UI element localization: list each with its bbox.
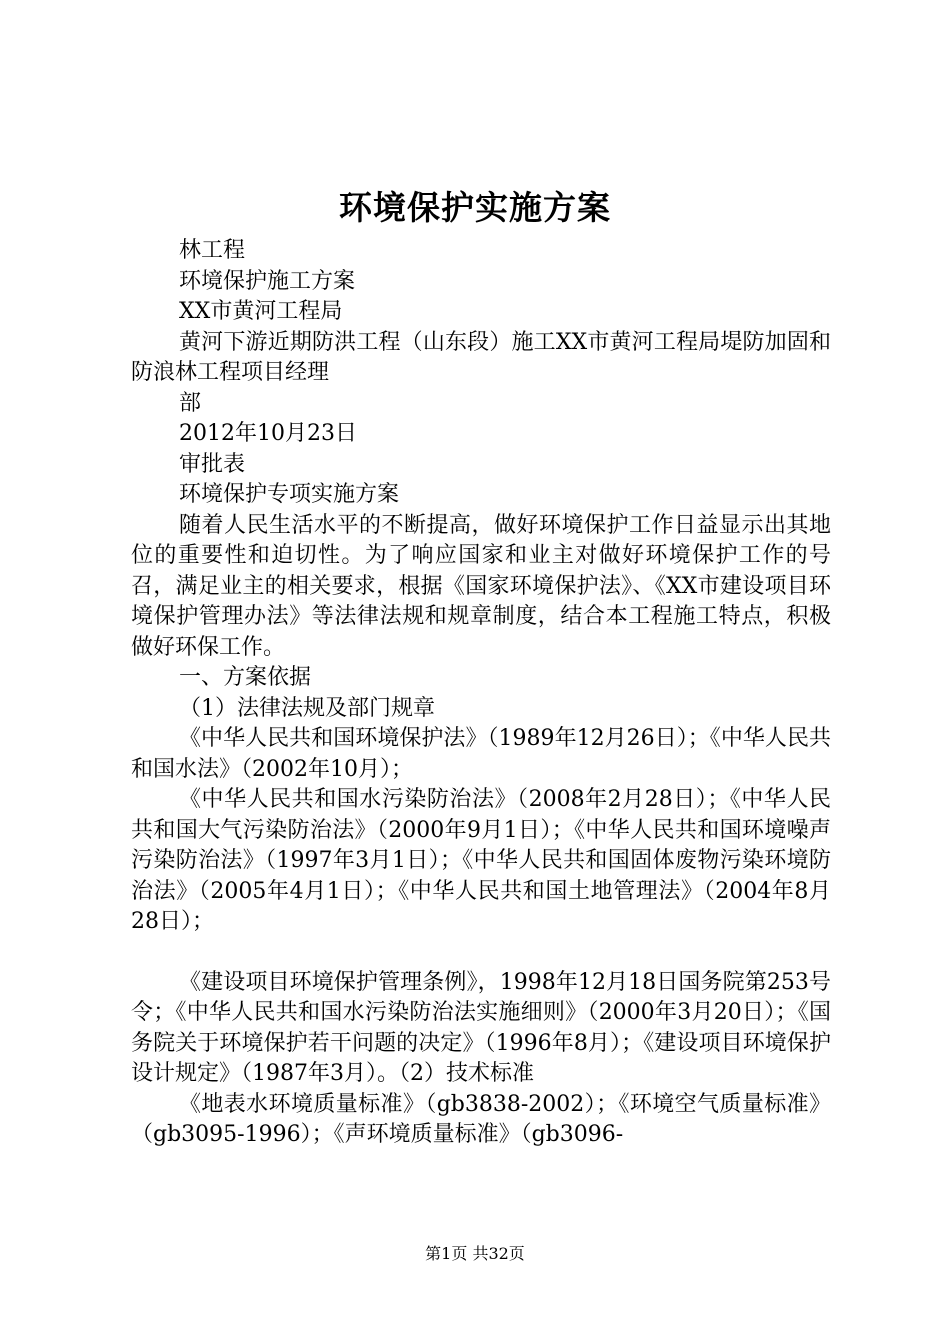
paragraph: 《地表水环境质量标准》（gb3838-2002）；《环境空气质量标准》（gb3095-1996）；《声环境质量标准》（gb3096- (131, 1091, 831, 1147)
paragraph: 黄河下游近期防洪工程（山东段）施工XX市黄河工程局堤防加固和防浪林工程项目经理 (131, 329, 831, 385)
paragraph: 环境保护专项实施方案 (179, 482, 400, 507)
paragraph: 《中华人民共和国环境保护法》（1989年12月26日）；《中华人民共和国水法》（2002年10月）； (131, 726, 831, 782)
paragraph: 2012年10月23日 (179, 421, 357, 446)
section-heading: 一、方案依据 (179, 665, 312, 690)
document-body (131, 236, 831, 1151)
paragraph: 环境保护施工方案 (179, 268, 356, 294)
paragraph: 随着人民生活水平的不断提高，做好环境保护工作日益显示出其地位的重要性和迫切性。为了响应国家和业主对做好环境保护工作的号召，满足业主的相关要求，根据《国家环境保护法》、《XX市建设项目环境保护管理办法》等法律法规和规章制度，结合本工程施工特点，积极做好环保工作。 (131, 512, 831, 660)
paragraph: 审批表 (179, 451, 246, 477)
subsection-heading: （1）法律法规及部门规章 (179, 695, 435, 721)
paragraph: 《建设项目环境保护管理条例》，1998年12月18日国务院第253号令；《中华人民共和国水污染防治法实施细则》（2000年3月20日）；《国务院关于环境保护若干问题的决定》（1996年8月）；《建设项目环境保护设计规定》（1987年3月）。（2）技术标准 (131, 969, 831, 1086)
paragraph: XX市黄河工程局 (179, 299, 343, 324)
document-title: 环境保护实施方案 (339, 188, 611, 227)
paragraph: 部 (179, 390, 202, 416)
paragraph: 林工程 (179, 238, 246, 263)
paragraph: 《中华人民共和国水污染防治法》（2008年2月28日）；《中华人民共和国大气污染防治法》（2000年9月1日）；《中华人民共和国环境噪声污染防治法》（1997年3月1日）；《中华人民共和国固体废物污染环境防治法》（2005年4月1日）；《中华人民共和国土地管理法》（2004年8月28日）； (131, 787, 831, 934)
page-footer: 第1页 共32页 (425, 1244, 525, 1263)
